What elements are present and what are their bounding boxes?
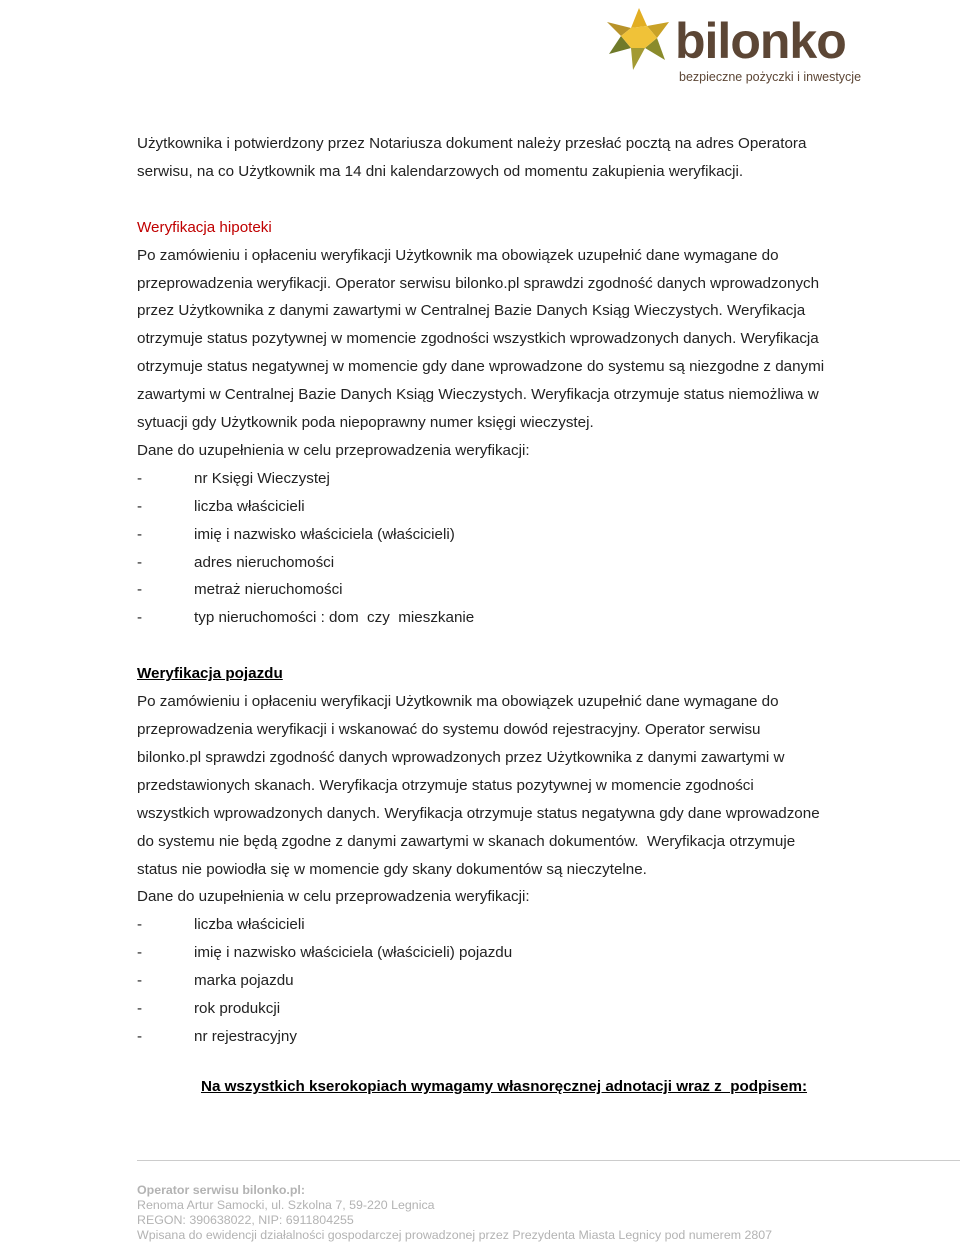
list-item: - nr rejestracyjny — [137, 1027, 297, 1045]
hipoteka-line: Po zamówieniu i opłaceniu weryfikacji Użytkownik ma obowiązek uzupełnić dane wymagane do — [137, 246, 779, 264]
intro-line: Użytkownika i potwierdzony przez Notariusza dokument należy przesłać pocztą na adres Operatora — [137, 135, 807, 152]
list-item: - adres nieruchomości — [137, 553, 335, 571]
pojazd-line: przeprowadzenia weryfikacji i wskanować do systemu dowód rejestracyjny. Operator serwisu — [137, 721, 761, 738]
hipoteka-line: zawartymi w Centralnej Bazie Danych Ksiąg Wieczystych. Weryfikacja otrzymuje status niemożliwa w — [137, 386, 819, 404]
final-note: Na wszystkich kserokopiach wymagamy własnoręcznej adnotacji wraz z podpisem: — [200, 1078, 808, 1095]
footer-line: Renoma Artur Samocki, ul. Szkolna 7, 59-220 Legnica — [137, 1198, 435, 1212]
list-item: - typ nieruchomości : dom czy mieszkanie — [137, 609, 475, 627]
section-title-pojazd: Weryfikacja pojazdu — [137, 665, 283, 683]
footer-divider — [137, 1160, 960, 1161]
logo-wordmark: bilonko — [675, 13, 846, 69]
footer-line: REGON: 390638022, NIP: 6911804255 — [137, 1213, 354, 1227]
document-body — [137, 130, 877, 1051]
company-logo — [603, 4, 863, 90]
pojazd-line: bilonko.pl sprawdzi zgodność danych wprowadzonych przez Użytkownika z danymi zawartymi w — [137, 748, 785, 766]
list-item: - liczba właścicieli — [137, 916, 305, 934]
list-item: - imię i nazwisko właściciela (właścicieli) — [137, 525, 455, 543]
hipoteka-line: przez Użytkownika z danymi zawartymi w Centralnej Bazie Danych Ksiąg Wieczystych. Weryfikacja — [137, 302, 806, 320]
hipoteka-line: otrzymuje status negatywnej w momencie gdy dane wprowadzone do systemu są niezgodne z danymi — [137, 358, 825, 376]
logo-tagline: bezpieczne pożyczki i inwestycje — [679, 70, 862, 84]
footer — [137, 1183, 937, 1243]
pojazd-line: Po zamówieniu i opłaceniu weryfikacji Użytkownik ma obowiązek uzupełnić dane wymagane do — [137, 693, 779, 711]
list-item: - liczba właścicieli — [137, 497, 305, 515]
footer-line: Wpisana do ewidencji działalności gospodarczej prowadzonej przez Prezydenta Miasta Legnicy pod numerem 2807 — [137, 1228, 773, 1242]
footer-title: Operator serwisu bilonko.pl: — [137, 1183, 305, 1197]
pojazd-line: przedstawionych skanach. Weryfikacja otrzymuje status pozytywnej w momencie zgodności — [137, 776, 754, 794]
list-item: - nr Księgi Wieczystej — [137, 469, 330, 487]
section-title-hipoteka: Weryfikacja hipoteki — [137, 218, 272, 236]
intro-line: serwisu, na co Użytkownik ma 14 dni kalendarzowych od momentu zakupienia weryfikacji. — [137, 162, 744, 180]
hipoteka-list-intro: Dane do uzupełnienia w celu przeprowadzenia weryfikacji: — [137, 441, 530, 459]
list-item: - marka pojazdu — [137, 972, 294, 990]
pojazd-list-intro: Dane do uzupełnienia w celu przeprowadzenia weryfikacji: — [137, 888, 530, 906]
hipoteka-line: przeprowadzenia weryfikacji. Operator serwisu bilonko.pl sprawdzi zgodność danych wprowadzonych — [137, 274, 820, 292]
pojazd-line: do systemu nie będą zgodne z danymi zawartymi w skanach dokumentów. Weryfikacja otrzymuje — [137, 832, 796, 850]
hipoteka-line: sytuacji gdy Użytkownik poda niepoprawny numer księgi wieczystej. — [137, 414, 594, 432]
list-item: - imię i nazwisko właściciela (właścicieli) pojazdu — [137, 944, 513, 962]
list-item: - metraż nieruchomości — [137, 581, 343, 599]
list-item: - rok produkcji — [137, 1000, 281, 1018]
pojazd-line: status nie powiodła się w momencie gdy skany dokumentów są nieczytelne. — [137, 860, 647, 878]
hipoteka-line: otrzymuje status pozytywnej w momencie zgodności wszystkich wprowadzonych danych. Weryfikacja — [137, 330, 819, 348]
pojazd-line: wszystkich wprowadzonych danych. Weryfikacja otrzymuje status negatywna gdy dane wprowadzone — [137, 804, 820, 822]
